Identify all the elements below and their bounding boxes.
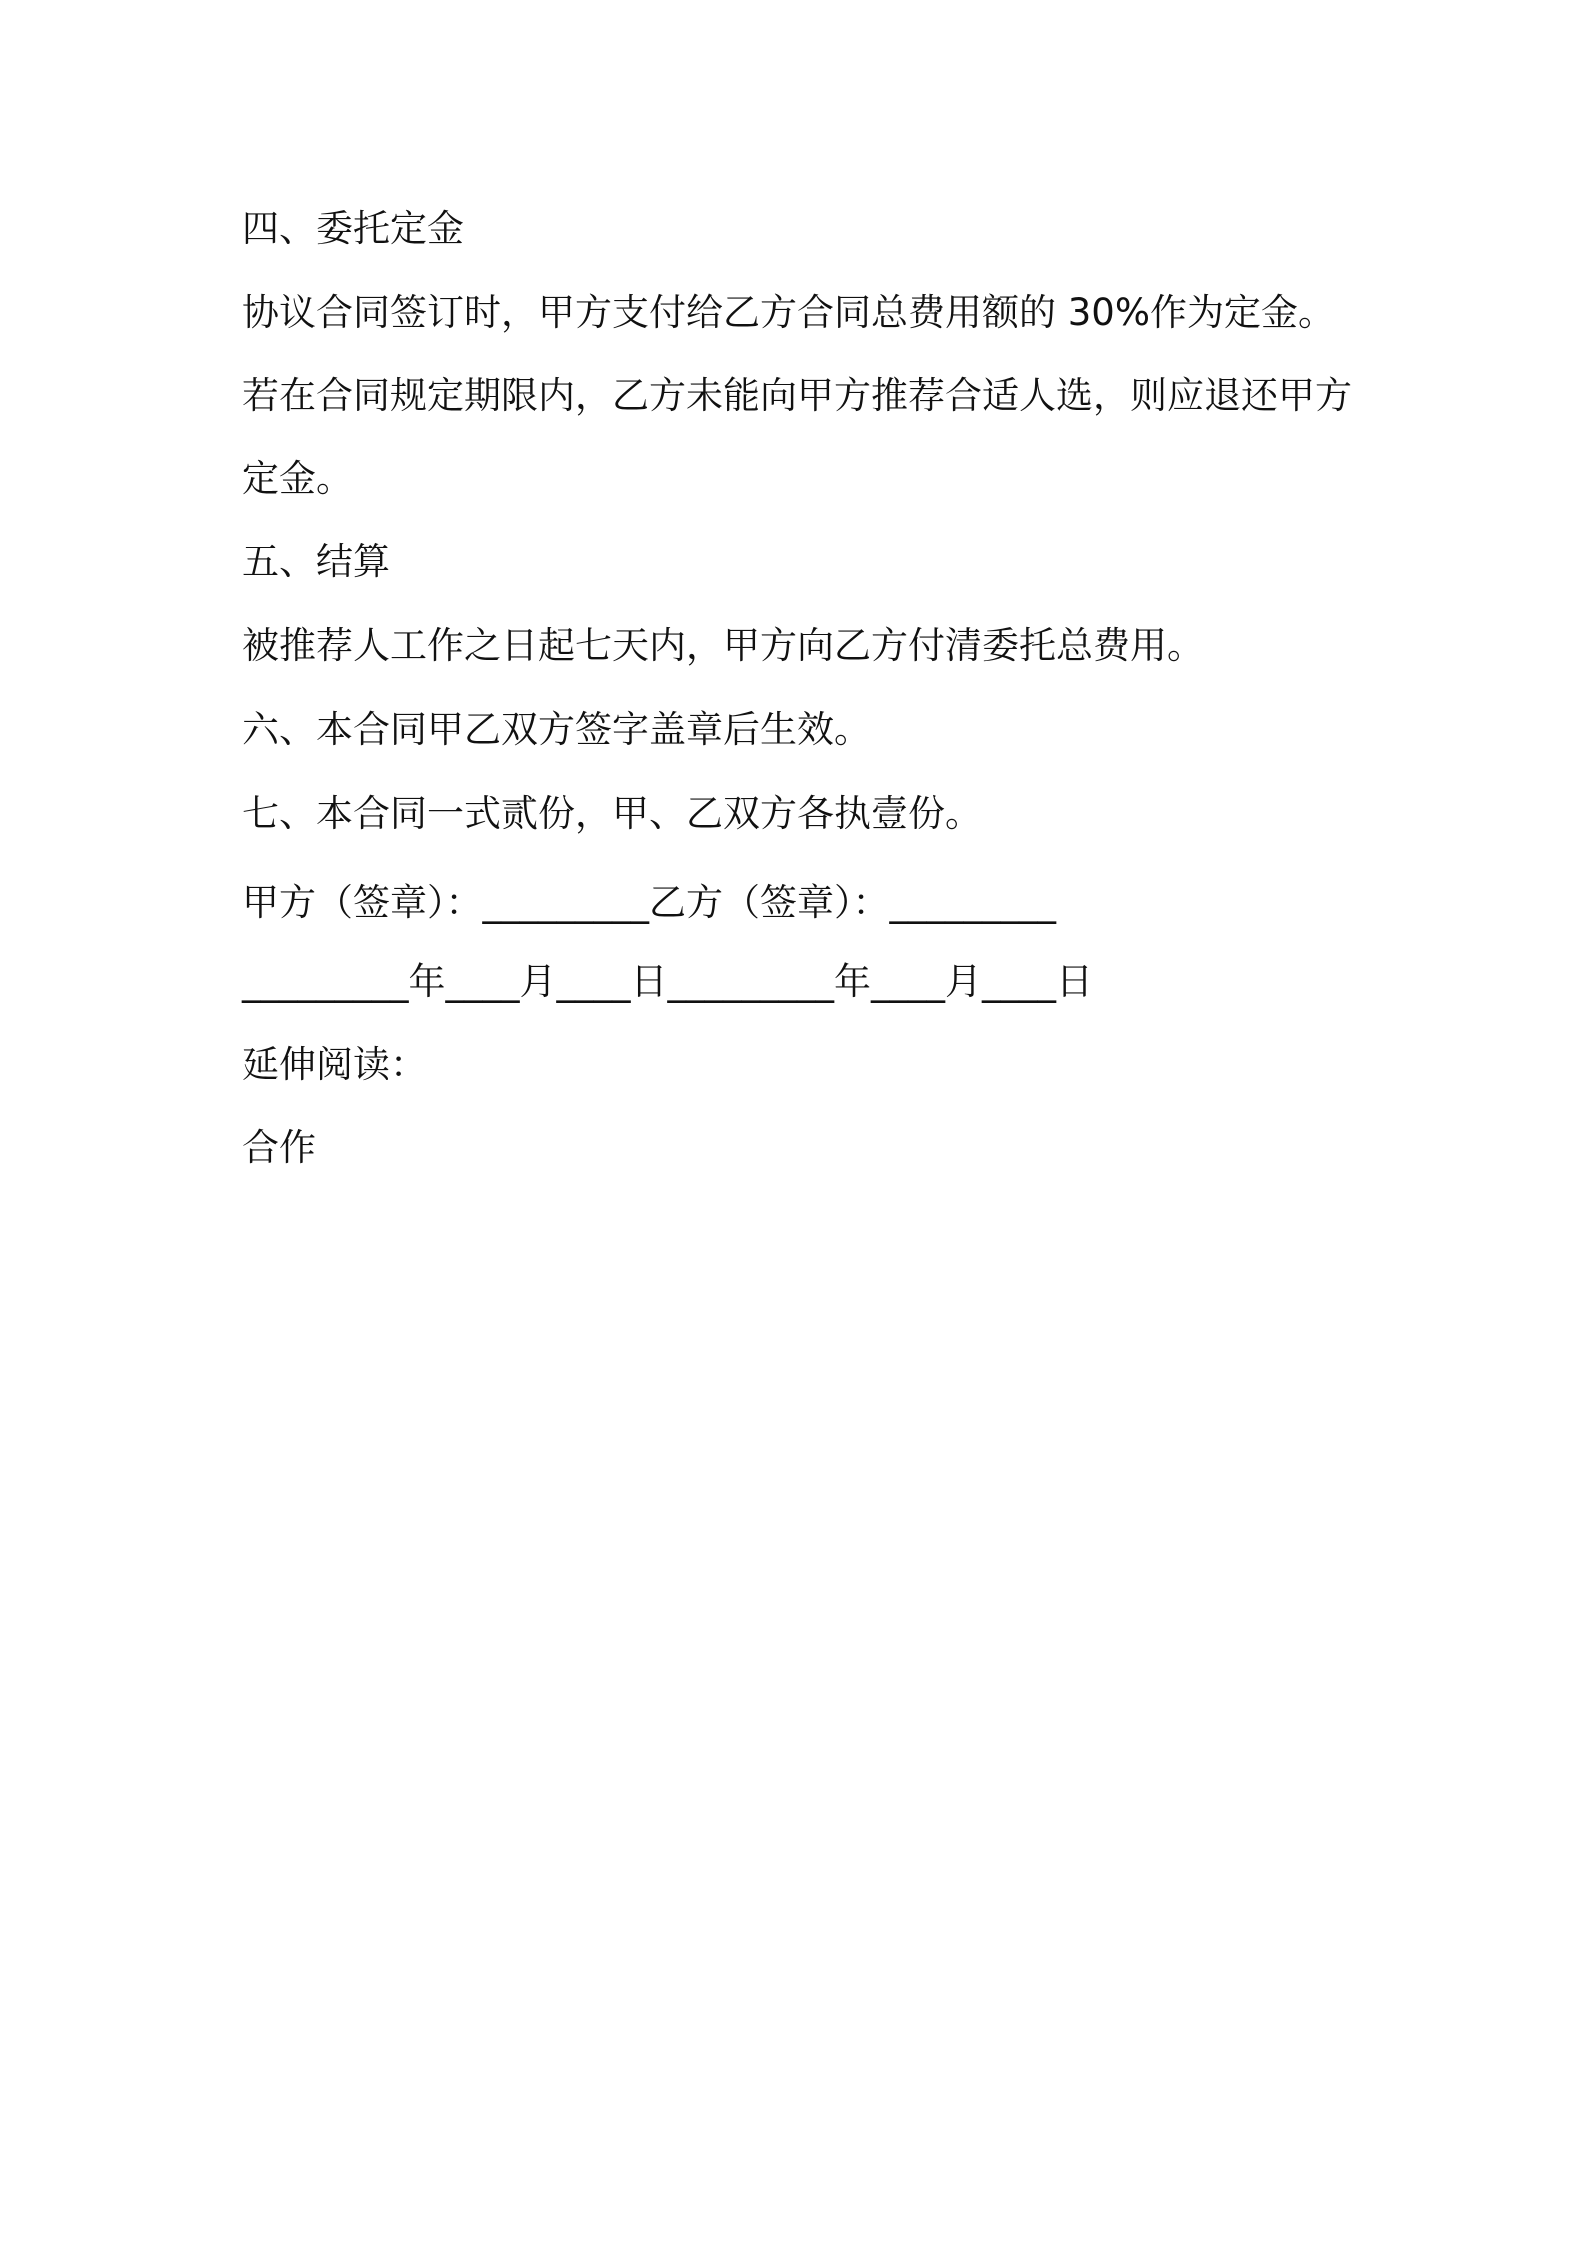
signature-line: 甲方（签章）：_________乙方（签章）：_________ [242,881,1056,924]
clause-copies: 七、本合同一式贰份，甲、乙双方各执壹份。 [242,792,982,835]
clause-effective: 六、本合同甲乙双方签字盖章后生效。 [242,708,871,751]
section-heading-settlement: 五、结算 [242,540,390,583]
paragraph-settlement: 被推荐人工作之日起七天内，甲方向乙方付清委托总费用。 [242,624,1204,667]
paragraph-deposit-refund-line-1: 若在合同规定期限内，乙方未能向甲方推荐合适人选，则应退还甲方 [242,374,1352,417]
extended-reading-item: 合作 [242,1126,316,1169]
paragraph-deposit-refund-line-2: 定金。 [242,457,353,500]
section-heading-deposit: 四、委托定金 [242,207,464,250]
date-line: _________年____月____日_________年____月____日 [242,960,1093,1003]
extended-reading-label: 延伸阅读： [242,1043,427,1086]
paragraph-deposit-payment: 协议合同签订时，甲方支付给乙方合同总费用额的 30%作为定金。 [242,291,1335,334]
